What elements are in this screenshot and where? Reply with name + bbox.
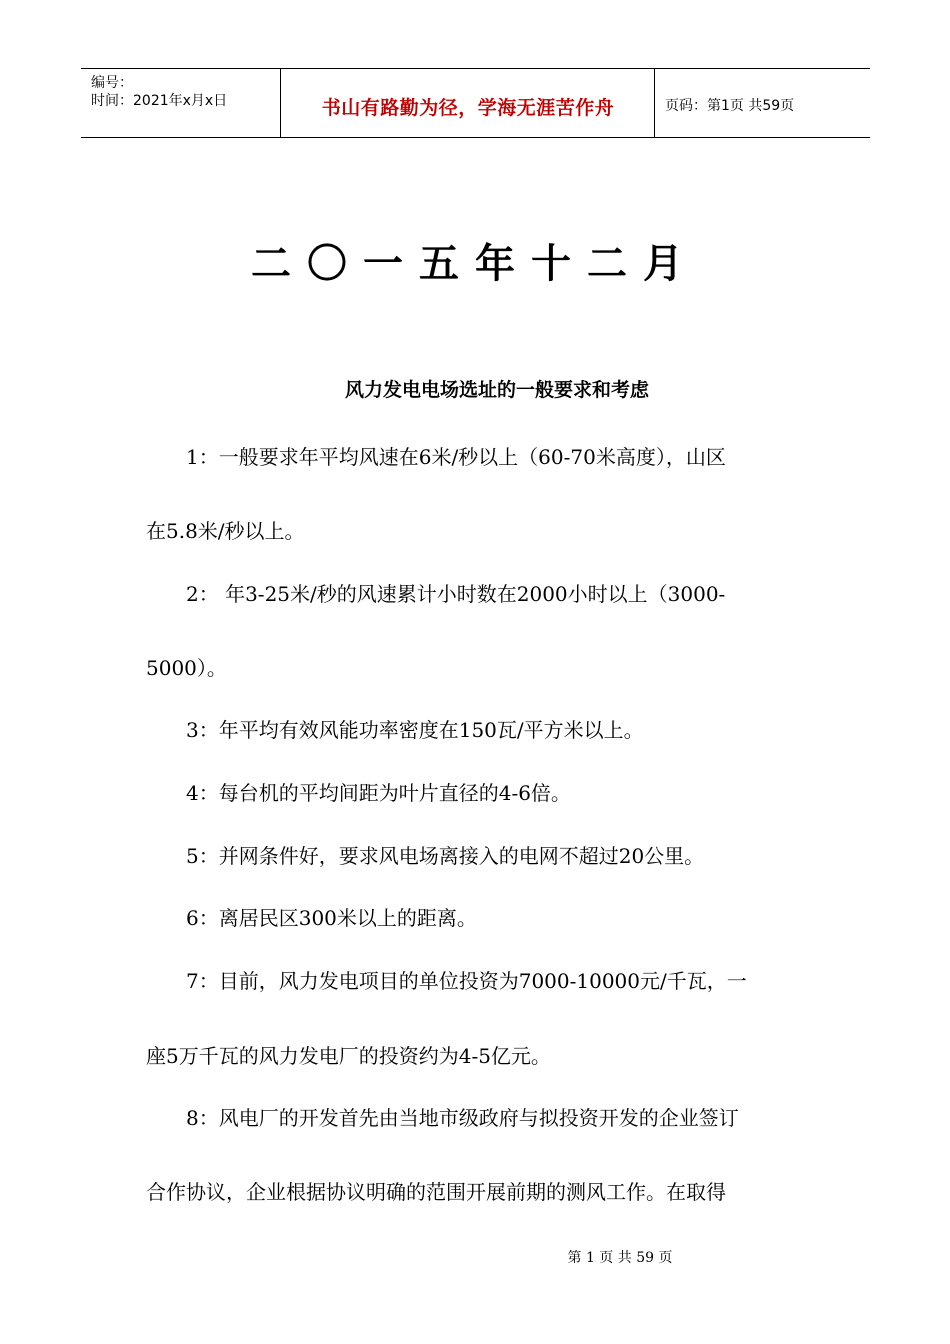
paragraph-line: 2： 年3-25米/秒的风速累计小时数在2000小时以上（3000-	[186, 582, 726, 606]
paragraph-line: 5：并网条件好，要求风电场离接入的电网不超过20公里。	[186, 844, 705, 868]
header-meta-cell	[81, 69, 281, 137]
paragraph-line: 4：每台机的平均间距为叶片直径的4-6倍。	[186, 781, 571, 805]
paragraph-line: 6：离居民区300米以上的距离。	[186, 906, 477, 930]
paragraph-line: 8：风电厂的开发首先由当地市级政府与拟投资开发的企业签订	[186, 1106, 739, 1130]
header-page-cell	[655, 69, 870, 137]
paragraph-line: 3：年平均有效风能功率密度在150瓦/平方米以上。	[186, 718, 644, 742]
header-motto-cell	[281, 69, 655, 137]
motto: 书山有路勤为径，学海无涯苦作舟	[321, 97, 615, 119]
paragraph-line: 1：一般要求年平均风速在6米/秒以上（60-70米高度），山区	[186, 445, 726, 469]
page-footer: 第 1 页 共 59 页	[567, 1250, 673, 1266]
paragraph-line: 5000）。	[146, 656, 227, 680]
header-table	[81, 68, 870, 138]
page-info: 页码：第1页 共59页	[665, 98, 795, 114]
paragraph-line: 合作协议，企业根据协议明确的范围开展前期的测风工作。在取得	[146, 1180, 726, 1204]
document-date-title: 二〇一五年十二月	[251, 241, 699, 287]
section-title: 风力发电电场选址的一般要求和考虑	[344, 379, 649, 401]
paragraph-line: 在5.8米/秒以上。	[146, 519, 305, 543]
paragraph-line: 7：目前，风力发电项目的单位投资为7000-10000元/千瓦，一	[186, 969, 747, 993]
paragraph-line: 座5万千瓦的风力发电厂的投资约为4-5亿元。	[146, 1044, 551, 1068]
number-label: 编号：	[91, 75, 133, 91]
time-label: 时间：2021年x月x日	[91, 93, 228, 109]
